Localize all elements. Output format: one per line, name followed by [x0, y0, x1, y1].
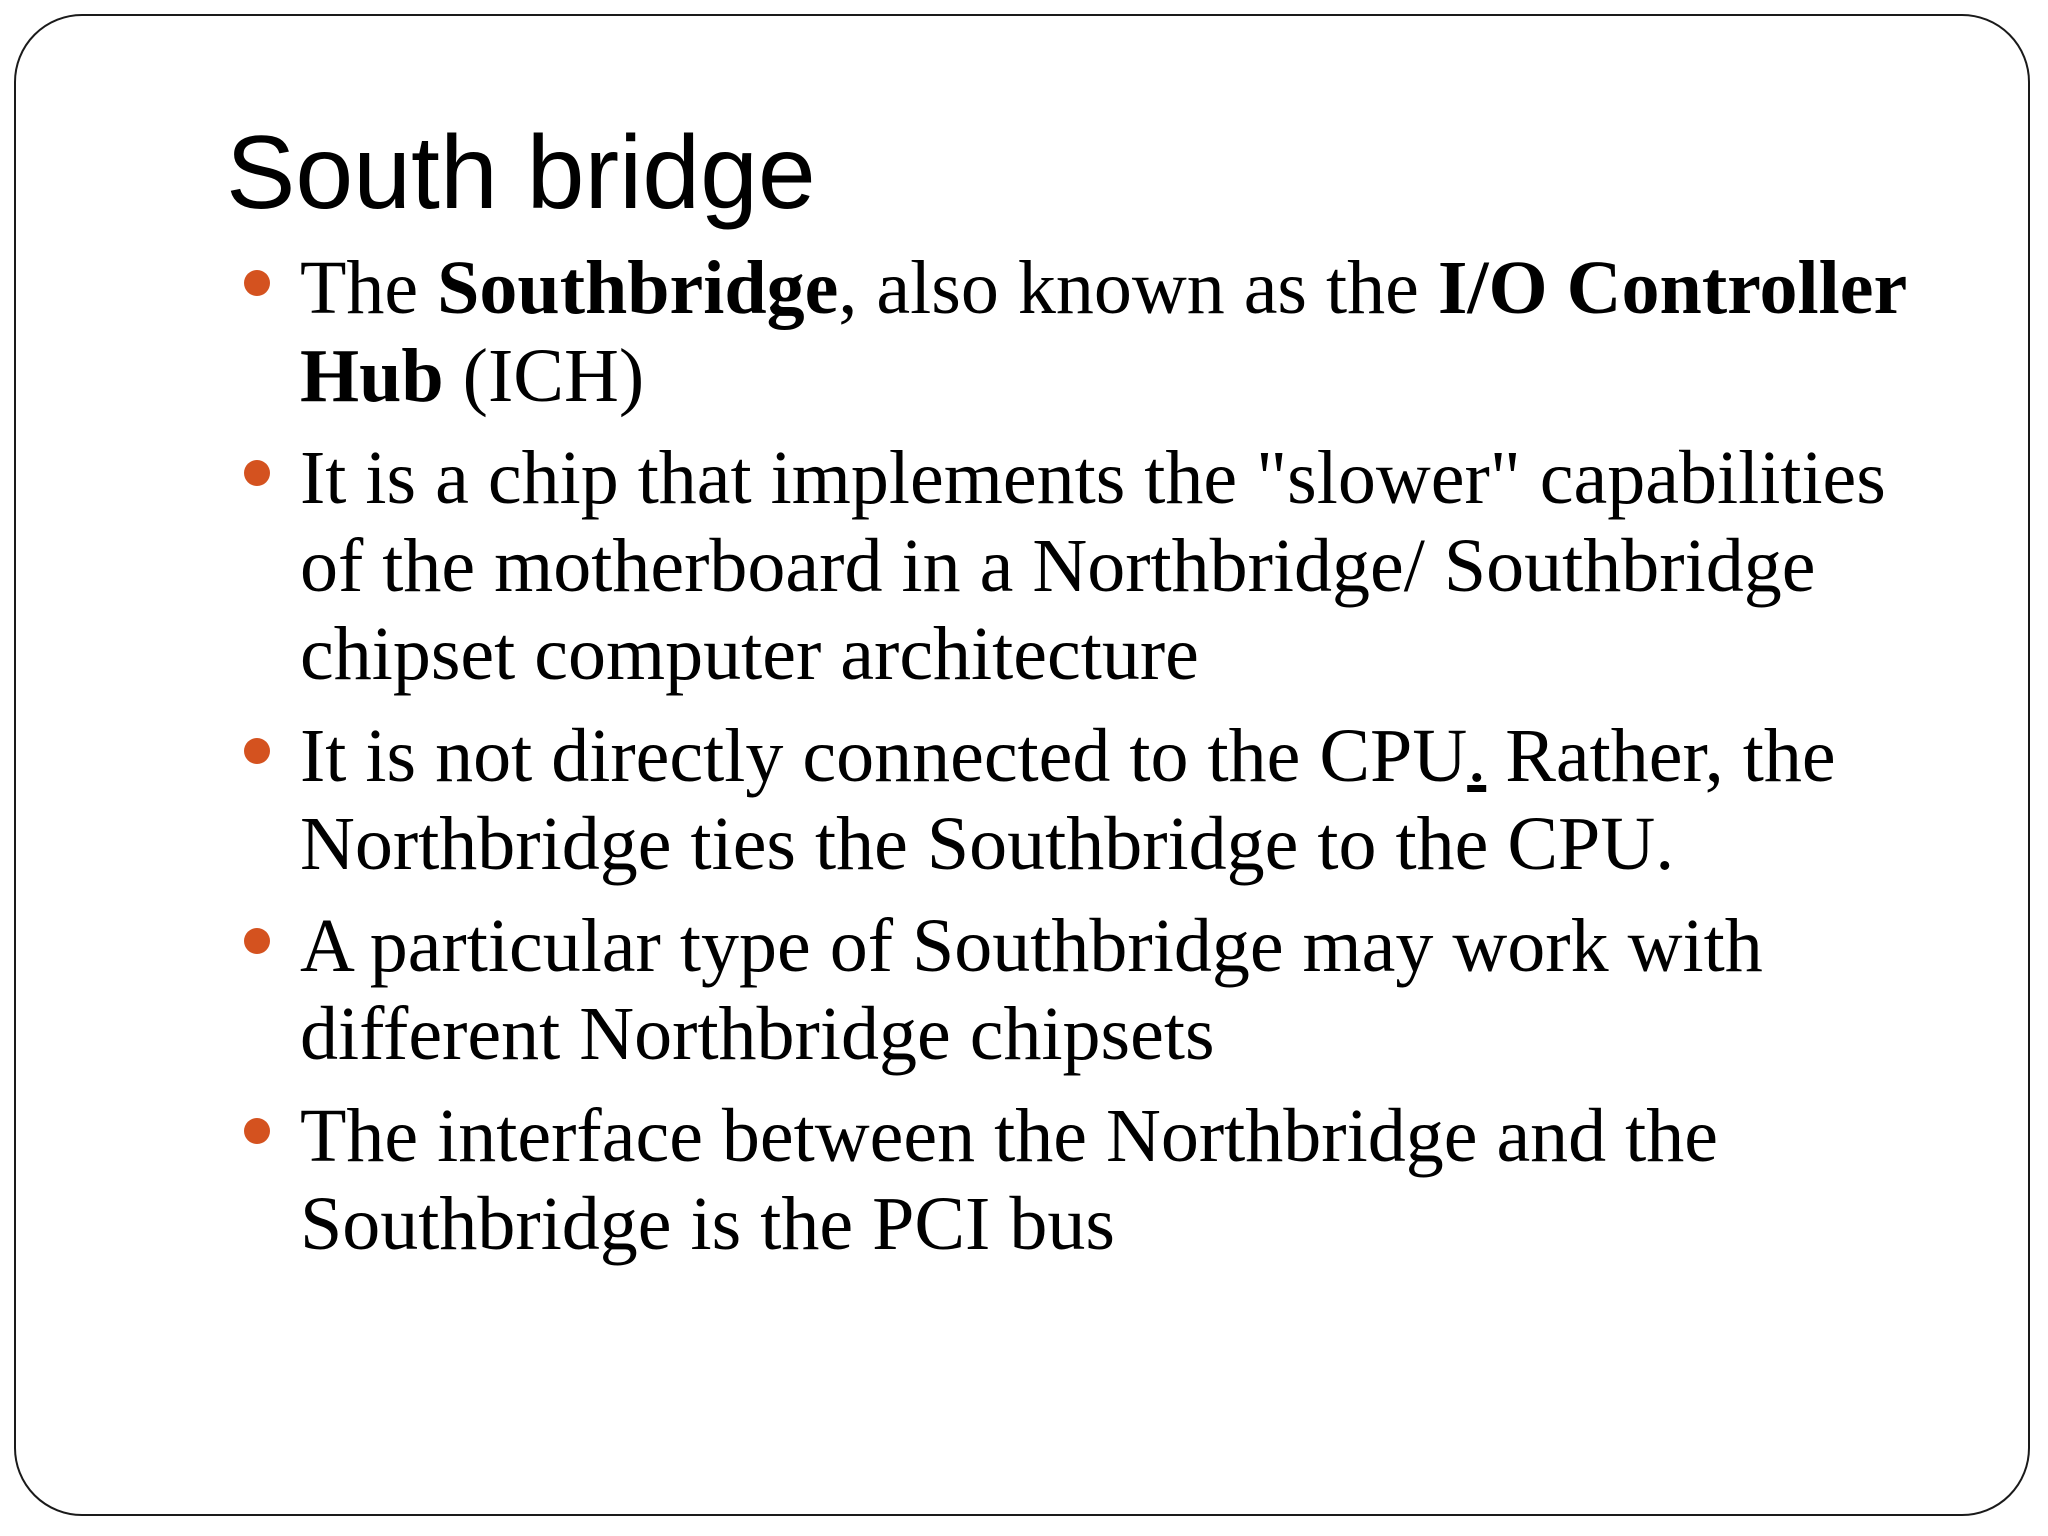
bullet-dot-icon	[244, 460, 270, 486]
bullet-text	[300, 1094, 1718, 1266]
bullet-item	[226, 244, 1966, 420]
bullet-segment-bold: Southbridge	[437, 246, 839, 330]
bullet-segment: Rather, the Northbridge ties the Southbridge to the CPU.	[300, 714, 1836, 886]
bullet-text	[300, 246, 1906, 418]
bullet-segment: (ICH)	[443, 334, 645, 418]
bullet-segment: A particular type of Southbridge may work with different Northbridge chipsets	[300, 904, 1763, 1076]
bullet-list	[226, 244, 1966, 1282]
slide	[14, 14, 2030, 1516]
bullet-text	[300, 436, 1886, 696]
bullet-dot-icon	[244, 928, 270, 954]
bullet-segment: The	[300, 246, 438, 330]
bullet-segment-bold: I/O Controller Hub	[300, 246, 1906, 418]
bullet-segment: , also known as the	[838, 246, 1438, 330]
bullet-item	[226, 902, 1966, 1078]
bullet-segment-underlined: .	[1467, 714, 1487, 798]
bullet-text	[300, 904, 1763, 1076]
bullet-item	[226, 434, 1966, 698]
bullet-item	[226, 1092, 1966, 1268]
bullet-item	[226, 712, 1966, 888]
bullet-dot-icon	[244, 270, 270, 296]
bullet-segment: It is a chip that implements the "slower" capabilities of the motherboard in a Northbridge/ Southbridge chipset computer architecture	[300, 436, 1886, 696]
bullet-segment: It is not directly connected to the CPU	[300, 714, 1468, 798]
slide-title: South bridge	[226, 115, 816, 231]
bullet-text	[300, 714, 1836, 886]
bullet-segment: The interface between the Northbridge and the Southbridge is the PCI bus	[300, 1094, 1719, 1266]
bullet-dot-icon	[244, 738, 270, 764]
bullet-dot-icon	[244, 1118, 270, 1144]
